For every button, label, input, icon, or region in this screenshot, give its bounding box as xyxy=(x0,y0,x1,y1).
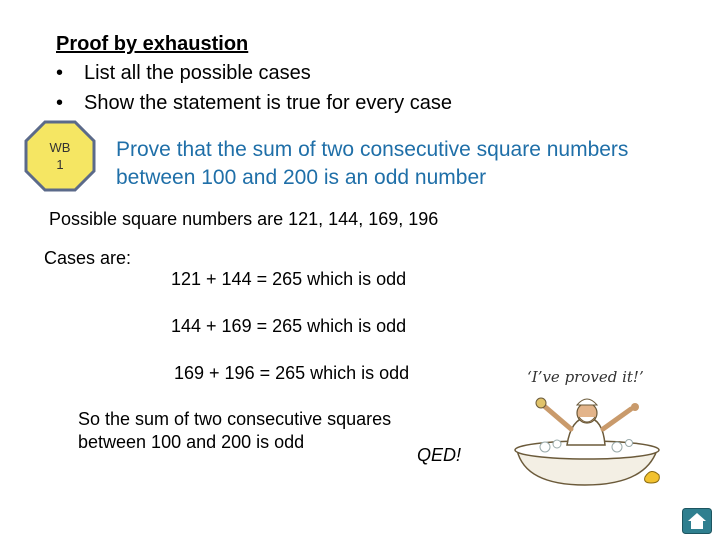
question-text xyxy=(116,136,628,192)
possible-squares-text: Possible square numbers are 121, 144, 169, 196 xyxy=(49,209,439,229)
case-line-2: 144 + 169 = 265 which is odd xyxy=(171,316,407,336)
qed-text: QED! xyxy=(417,445,462,465)
question-line-2: between 100 and 200 is an odd number xyxy=(116,166,487,189)
badge-number: 1 xyxy=(56,157,64,172)
worked-example-badge xyxy=(24,120,96,192)
bullet-text: List all the possible cases xyxy=(84,62,311,84)
bullet-dot: • xyxy=(56,92,64,114)
case-line-3: 169 + 196 = 265 which is odd xyxy=(174,363,410,383)
illustration-caption: ‘I’ve proved it!’ xyxy=(527,368,644,386)
home-icon[interactable] xyxy=(682,508,712,534)
cases-label: Cases are: xyxy=(44,248,132,268)
conclusion-line-2: between 100 and 200 is odd xyxy=(78,432,305,452)
question-line-1: Prove that the sum of two consecutive square numbers xyxy=(116,138,629,161)
bullet-dot: • xyxy=(56,62,64,84)
slide-title: Proof by exhaustion xyxy=(56,33,249,55)
chef-in-bathtub-icon xyxy=(505,395,670,490)
case-line-1: 121 + 144 = 265 which is odd xyxy=(171,269,407,289)
bullet-list-cases xyxy=(56,62,311,85)
bullet-text: Show the statement is true for every case xyxy=(84,92,452,114)
conclusion-line-1: So the sum of two consecutive squares xyxy=(78,409,392,429)
bullet-show-true xyxy=(56,92,452,115)
badge-label: WB xyxy=(49,140,71,155)
